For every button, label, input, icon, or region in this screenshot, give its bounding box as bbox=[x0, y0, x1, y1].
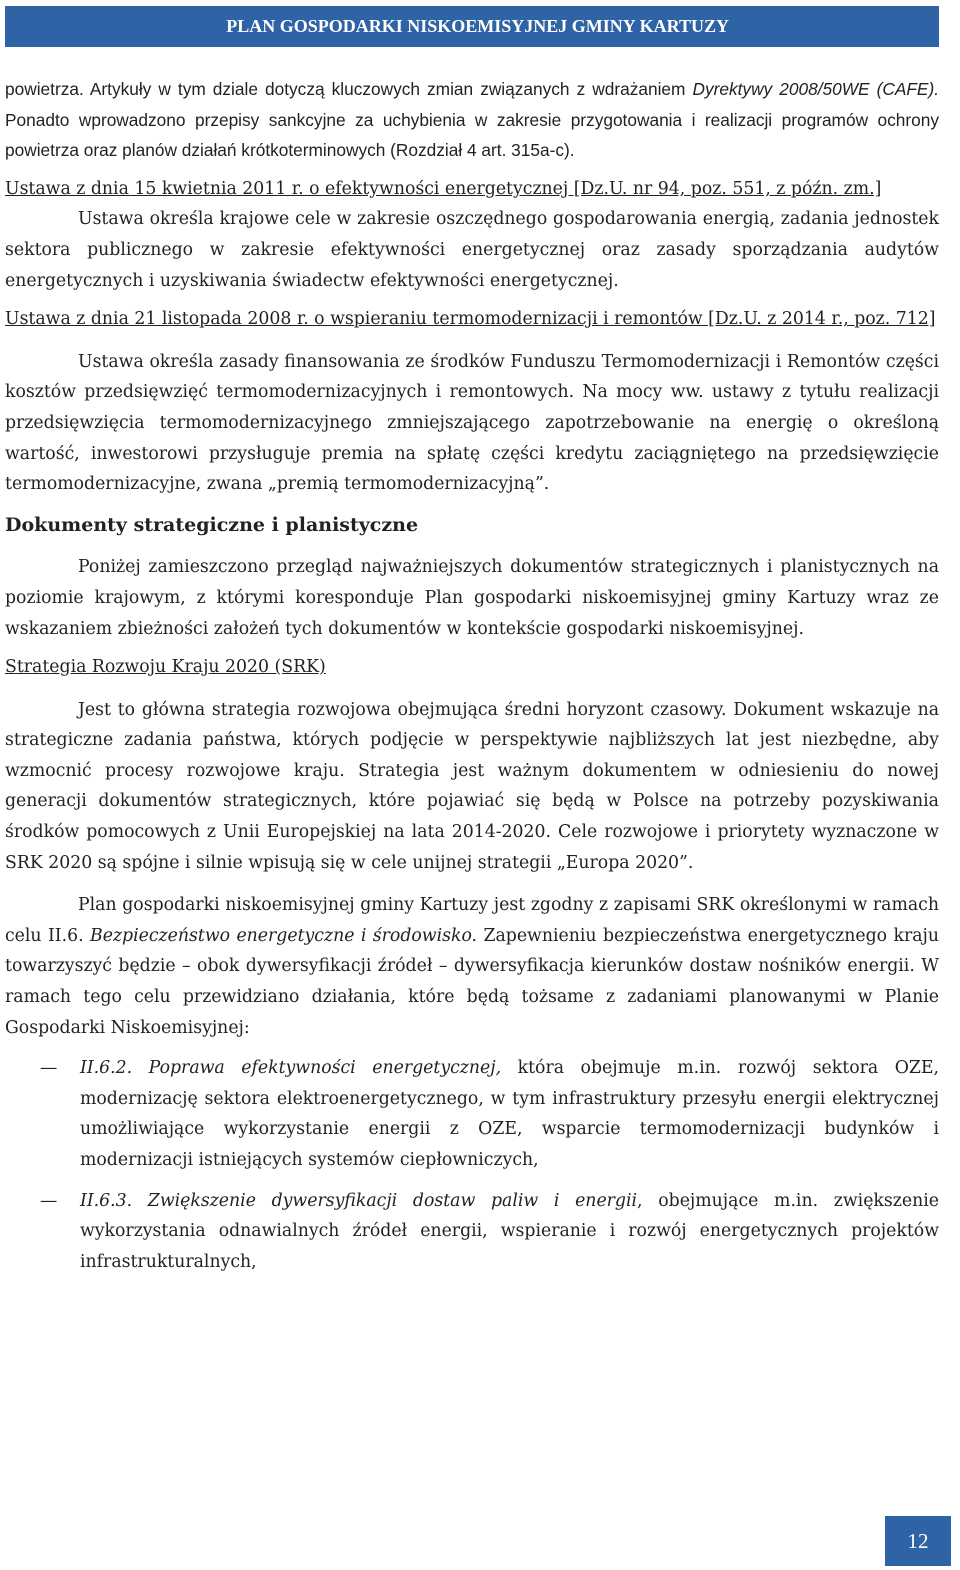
srk-paragraph-1: Jest to główna strategia rozwojowa obejmująca średni horyzont czasowy. Dokument wskazuje na strategiczne zadania państwa, których podjęcie w perspektywie najbliższych lat jest niezbędne, aby wzmocnić procesy rozwojowe kraju. Strategia jest ważnym dokumentem w odniesieniu do nowej generacji dokumentów strategicznych, które pojawiać się będą w Polsce na potrzeby pozyskiwania środków pomocowych z Unii Europejskiej na lata 2014-2020. Cele rozwojowe i priorytety wyznaczone w SRK 2020 są spójne i silnie wpisują się w cele unijnej strategii „Europa 2020”. bbox=[5, 699, 939, 873]
paragraph-italic: Dyrektywy 2008/50WE (CAFE). bbox=[692, 79, 940, 99]
law-heading-termomodernizacja: Ustawa z dnia 21 listopada 2008 r. o wspieraniu termomodernizacji i remontów [Dz.U. z 2014 r., poz. 712] bbox=[5, 309, 936, 330]
section-intro: Poniżej zamieszczono przegląd najważniejszych dokumentów strategicznych i planistycznych na poziomie krajowym, z którymi koresponduje Plan gospodarki niskoemisyjnej gminy Kartuzy wraz ze wskazaniem zbieżności założeń tych dokumentów w kontekście gospodarki niskoemisyjnej. bbox=[5, 557, 939, 639]
page-number-badge bbox=[885, 1516, 951, 1566]
list-item-title: II.6.2. Poprawa efektywności energetycznej, bbox=[80, 1058, 502, 1079]
list-item-title: II.6.3. Zwiększenie dywersyfikacji dostaw paliw i energii bbox=[80, 1190, 638, 1211]
header-title: PLAN GOSPODARKI NISKOEMISYJNEJ GMINY KARTUZY bbox=[226, 16, 729, 36]
paragraph-text: Plan gospodarki niskoemisyjnej gminy Kartuzy jest zgodny z zapisami SRK określonymi w ramach celu II.6. bbox=[5, 895, 939, 946]
list-item bbox=[5, 1186, 939, 1278]
law-heading-efektywnosc: Ustawa z dnia 15 kwietnia 2011 r. o efektywności energetycznej [Dz.U. nr 94, poz. 551, z późn. zm.] bbox=[5, 178, 882, 199]
paragraph-cafe bbox=[5, 74, 939, 166]
paragraph-text: Zapewnieniu bezpieczeństwa energetycznego kraju towarzyszyć będzie – obok dywersyfikacji źródeł – dywersyfikacja kierunków dostaw nośników energii. W ramach tego celu przewidziano działania, które będą tożsame z zadaniami planowanymi w Planie Gospodarki Niskoemisyjnej: bbox=[5, 925, 939, 1038]
list-item-text: , obejmujące m.in. zwiększenie wykorzystania odnawialnych źródeł energii, wspieranie i rozwój energetycznych projektów infrastrukturalnych, bbox=[80, 1190, 939, 1272]
srk-paragraph-2 bbox=[5, 890, 939, 1043]
list-item bbox=[5, 1053, 939, 1175]
page-header bbox=[5, 6, 939, 47]
paragraph-text: powietrza. Artykuły w tym dziale dotyczą kluczowych zmian związanych z wdrażaniem bbox=[5, 79, 693, 99]
law-text-efektywnosc: Ustawa określa krajowe cele w zakresie oszczędnego gospodarowania energią, zadania jednostek sektora publicznego w zakresie efektywności energetycznej oraz zasady sporządzania audytów energetycznych i uzyskiwania świadectw efektywności energetycznej. bbox=[5, 209, 939, 291]
page-number: 12 bbox=[907, 1528, 929, 1553]
document-body bbox=[5, 74, 939, 1277]
paragraph-text: Ponadto wprowadzono przepisy sankcyjne za uchybienia w zakresie przygotowania i realizacji programów ochrony powietrza oraz planów działań krótkoterminowych (Rozdział 4 art. 315a-c). bbox=[5, 109, 939, 161]
dash-bullet: — bbox=[40, 1058, 58, 1079]
section-title: Dokumenty strategiczne i planistyczne bbox=[5, 513, 419, 536]
paragraph-italic: Bezpieczeństwo energetyczne i środowisko. bbox=[90, 925, 478, 946]
list-item-text: która obejmuje m.in. rozwój sektora OZE, modernizację sektora elektroenergetycznego, w tym infrastruktury przesyłu energii elektrycznej umożliwiające wykorzystanie energii z OZE, wsparcie termomodernizacji budynków i modernizacji istniejących systemów ciepłowniczych, bbox=[80, 1058, 939, 1170]
srk-heading: Strategia Rozwoju Kraju 2020 (SRK) bbox=[5, 657, 326, 678]
law-text-termomodernizacja: Ustawa określa zasady finansowania ze środków Funduszu Termomodernizacji i Remontów części kosztów przedsięwzięć termomodernizacyjnych i remontowych. Na mocy ww. ustawy z tytułu realizacji przedsięwzięcia termomodernizacyjnego zmniejszającego zapotrzebowanie na energię o określoną wartość, inwestorowi przysługuje premia na spłatę części kredytu zaciągniętego na przedsięwzięcie termomodernizacyjne, zwana „premią termomodernizacyjną”. bbox=[5, 351, 939, 495]
dash-bullet: — bbox=[40, 1190, 58, 1211]
